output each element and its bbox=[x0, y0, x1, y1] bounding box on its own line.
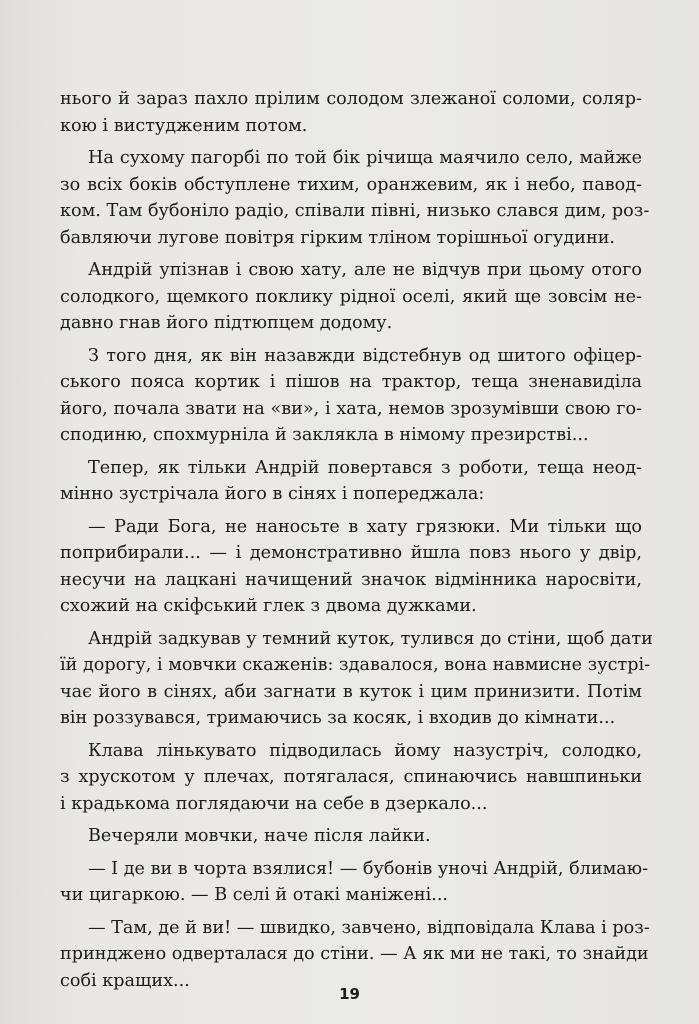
text-line: він роззувався, тримаючись за косяк, і входив до кімнати... bbox=[60, 708, 616, 728]
text-line: ком. Там бубоніло радіо, співали півні, низько слався дим, роз- bbox=[60, 201, 650, 221]
paragraph-7 bbox=[60, 626, 653, 732]
paragraph-1 bbox=[60, 86, 642, 139]
paragraph-10 bbox=[60, 856, 649, 909]
text-line: їй дорогу, і мовчки скаженів: здавалося, вона навмисне зустрі- bbox=[60, 655, 651, 675]
text-line: нього й зараз пахло прілим солодом злежаної соломи, соляр- bbox=[60, 89, 642, 109]
text-line: З того дня, як він назавжди відстебнув од шитого офіцер- bbox=[88, 345, 642, 366]
text-line: — Ради Бога, не наносьте в хату грязюки. Ми тільки що bbox=[88, 516, 642, 537]
text-line: Вечеряли мовчки, наче після лайки. bbox=[88, 826, 431, 846]
paragraph-8 bbox=[60, 738, 642, 818]
text-line: кою і вистудженим потом. bbox=[60, 115, 308, 136]
paragraph-6 bbox=[60, 514, 642, 620]
text-line: мінно зустрічала його в сінях і попереджала: bbox=[60, 484, 485, 504]
text-line: і крадькома поглядаючи на себе в дзеркало... bbox=[60, 793, 488, 814]
text-line: схожий на скіфський глек з двома дужками. bbox=[60, 596, 477, 616]
paragraph-4 bbox=[60, 343, 642, 449]
text-line: його, почала звати на «ви», і хата, немов зрозумівши свою го- bbox=[60, 398, 642, 419]
body-text bbox=[60, 86, 653, 994]
paragraph-11 bbox=[60, 915, 650, 995]
text-line: чає його в сінях, аби загнати в куток і цим принизити. Потім bbox=[60, 681, 642, 702]
paragraph-2 bbox=[60, 145, 650, 251]
text-line: Андрій задкував у темний куток, тулився до стіни, щоб дати bbox=[88, 628, 653, 649]
text-line: зо всіх боків обступлене тихим, оранжевим, як і небо, павод- bbox=[60, 174, 642, 195]
text-line: — Там, де й ви! — швидко, завчено, відповідала Клава і роз- bbox=[88, 917, 650, 938]
text-line: давно гнав його підтюпцем додому. bbox=[60, 313, 393, 333]
text-line: На сухому пагорбі по той бік річища маячило село, майже bbox=[88, 148, 642, 168]
text-line: солодкого, щемкого поклику рідної оселі, який ще зовсім не- bbox=[60, 286, 642, 307]
text-line: — І де ви в чорта взялися! — бубонів уночі Андрій, блимаю- bbox=[88, 858, 649, 879]
text-line: поприбирали... — і демонстративно йшла повз нього у двір, bbox=[60, 543, 642, 563]
text-line: з хрускотом у плечах, потягалася, спинаючись навшпиньки bbox=[60, 767, 642, 787]
text-line: Андрій упізнав і свою хату, але не відчув при цьому отого bbox=[88, 260, 642, 280]
text-line: собі кращих... bbox=[60, 970, 190, 991]
text-line: принджено одверталася до стіни. — А як ми не такі, то знайди bbox=[60, 944, 649, 964]
paragraph-5 bbox=[60, 455, 642, 508]
text-line: несучи на лацкані начищений значок відмінника наросвіти, bbox=[60, 569, 642, 590]
page-number: 19 bbox=[339, 985, 360, 1003]
paragraph-9 bbox=[60, 823, 642, 850]
text-line: чи цигаркою. — В селі й отакі маніжені... bbox=[60, 885, 449, 905]
text-line: ського пояса кортик і пішов на трактор, теща зненавиділа bbox=[60, 372, 642, 392]
paragraph-3 bbox=[60, 257, 642, 337]
text-line: Тепер, як тільки Андрій повертався з роботи, теща неод- bbox=[88, 457, 642, 478]
text-line: бавляючи лугове повітря гірким тліном торішньої огудини. bbox=[60, 227, 616, 248]
text-line: сподиню, спохмурніла й заклякла в німому презирстві... bbox=[60, 425, 589, 445]
text-line: Клава лінькувато підводилась йому назустріч, солодко, bbox=[88, 740, 642, 761]
